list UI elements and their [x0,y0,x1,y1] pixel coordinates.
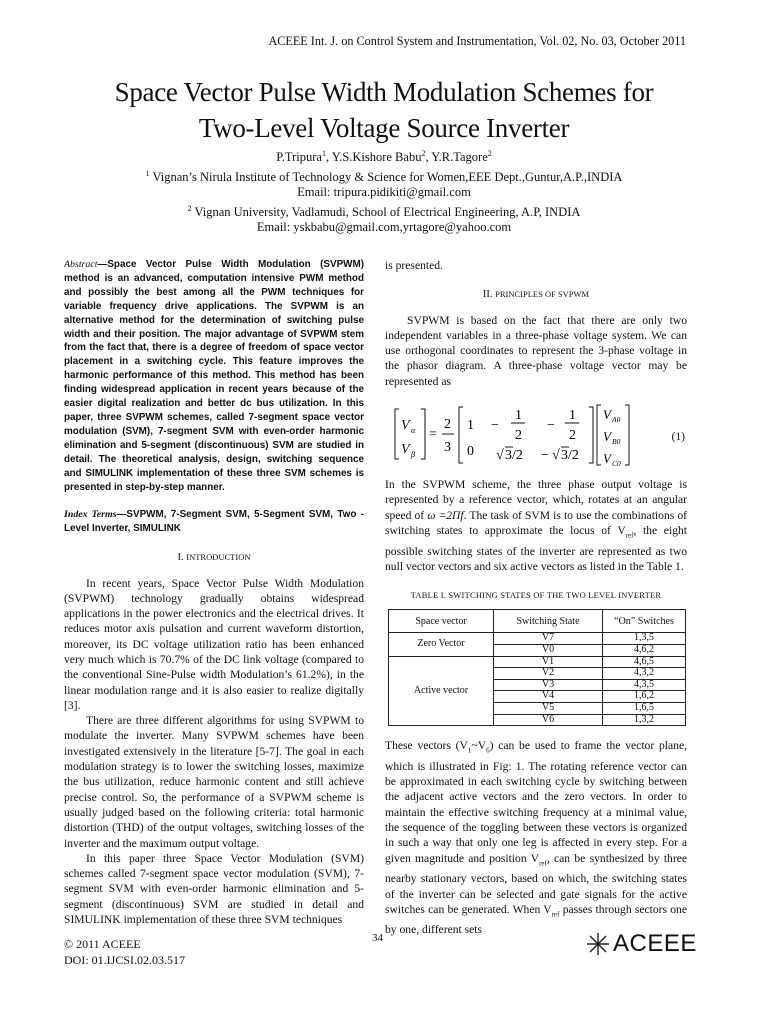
svg-text:V: V [401,442,410,458]
author-2-sup: 2 [421,149,426,158]
table-cell: 4,6,2 [603,645,686,657]
table-cell: 4,3,2 [603,668,686,680]
affiliation-1 [0,166,768,186]
title-line-1: Space Vector Pulse Width Modulation Schemes for [114,77,654,107]
section-2-paragraph-2 [385,477,687,574]
left-column [64,258,364,927]
author-3-sup: 2 [487,149,492,158]
svg-text:A0: A0 [612,415,621,425]
section-1-title: INTRODUCTION [186,552,251,563]
abstract [64,258,364,494]
p3-part-a: These vectors (V [385,739,468,753]
email-1: Email: tripura.pidikiti@gmail.com [297,185,471,200]
equation-1-formula [391,401,661,469]
table-cell: V7 [494,633,603,645]
table-cell: V2 [494,668,603,680]
table-cell: 1,6,2 [603,691,686,703]
table-header-row [389,610,686,633]
author-3: , Y.R.Tagore [425,150,488,165]
table-cell: 1,3,2 [603,714,686,726]
intro-paragraph-3: In this paper three Space Vector Modulation (SVM) schemes called 7-segment space vector modulation (SVM), 7-segment SVM with even-order harmonic elimination and 5-segment (discontinuous) SVM are studied in detail and SIMULINK implementation of these three SVM techniques [64,851,364,927]
section-2-number: II. [482,289,496,301]
table-header-cell: Switching State [494,610,603,633]
svg-text:1: 1 [467,418,474,434]
abstract-text: —Space Vector Pulse Width Modulation (SVPWM) method is an advanced, computation intensive PWM method and possibly the best among all the PWM techniques for variable frequency drive applications. The SVPWM is an alternative method for the determination of switching pulse width and their position. The major advantage of SVPWM stem from the fact that, there is a degree of freedom of space vector placement in a switching cycle. This feature improves the harmonic performance of this method. This method has been finding widespread application in recent years because of the easier digital realization and better dc bus utilization. In this paper, three SVPWM schemes, called 7-segment space vector modulation (SVM), 7-segment SVM with even-order harmonic elimination and 5-segment (discontinuous) SVM are studied in detail. The theoretical analysis, design, switching sequence and SIMULINK implementation of these three SVM schemes is presented in step-by-step manner. [64,259,364,493]
table-cell: 4,6,5 [603,656,686,668]
p3-part-c: ) can be used to frame the vector plane, which is illustrated in Fig: 1. The rotating reference vector can be approximated in each switching cycle by switching between the adjacent active vectors and the zero vectors. In order to maintain the effective switching frequency at a minimal value, the sequence of the toggling between these vectors is organized in such a way that only one leg is affected in every step. For a given magnitude and position V [385,739,687,865]
affiliation-2 [0,201,768,221]
section-1-number: I. [177,552,187,564]
svg-text:3/2: 3/2 [561,448,579,464]
footer-doi: DOI: 01.IJCSI.02.03.517 [64,953,186,967]
author-block [0,146,768,236]
footer-copyright: © 2011 ACEEE [64,937,141,951]
author-1-sup: 1 [321,149,326,158]
index-terms [64,508,364,536]
section-2-title: PRINCIPLES OF SVPWM [495,289,590,300]
title-line-2: Two-Level Voltage Source Inverter [198,113,570,143]
svg-text:V: V [603,429,611,445]
affiliation-2-sup: 2 [187,203,192,213]
abstract-lead: Abstract [64,259,98,270]
svg-text:1: 1 [569,408,576,424]
page-number: 34 [372,932,383,944]
table-cell: V0 [494,645,603,657]
table-cell: 1,3,5 [603,633,686,645]
intro-paragraph-2: There are three different algorithms for using SVPWM to modulate the inverter. Many SVPWM schemes have been investigated extensively in the literature [5-7]. The goal in each modulation strategy is to lower the switching losses, maximize the bus utilization, reduce harmonic content and still achieve precise control. So, the performance of a SVPWM scheme is usually judged based on the following criteria: total harmonic distortion (THD) of the output voltages, switching losses of the inverter and the maximum output voltage. [64,714,364,850]
logo-text: ACEEE [613,930,697,957]
footer [64,936,185,968]
index-terms-lead: Index Terms [64,509,117,521]
svg-text:2: 2 [515,428,522,444]
journal-header: ACEEE Int. J. on Control System and Instrumentation, Vol. 02, No. 03, October 2011 [268,34,686,48]
table-cell: 4,3,5 [603,679,686,691]
svg-text:β: β [411,450,415,460]
section-2-paragraph-3 [385,738,687,938]
table-1-caption: TABLE I. SWITCHING STATES OF THE TWO LEVEL INVERTER [410,590,662,601]
section-1-heading [64,550,364,565]
svg-text:=: = [429,427,437,443]
svg-text:−: − [547,418,555,434]
table-cell: V6 [494,714,603,726]
section-2-paragraph-1: SVPWM is based on the fact that there are only two independent variables in a three-phase voltage system. We can use orthogonal coordinates to represent the 3-phase voltage in the phasor diagram. A three-phase voltage vector may be represented as [385,313,687,388]
star-burst-icon [585,931,611,957]
table-header-cell: “On” Switches [603,610,686,633]
email-2: Email: yskbabu@gmail.com,yrtagore@yahoo.com [256,220,512,235]
table-cell: V5 [494,703,603,715]
svg-text:2: 2 [444,417,451,433]
equation-1-number: (1) [671,430,685,444]
svg-text:0: 0 [467,444,474,460]
aceee-logo [585,930,697,958]
svg-text:B0: B0 [612,437,621,447]
omega-expression: ω =2Πf [427,508,464,522]
table-header-cell: Space vector [389,610,494,633]
vref-subscript: ref [625,531,634,540]
table-cell: V1 [494,656,603,668]
section-2-paragraph-2-a: In the SVPWM scheme, the three phase output voltage is represented by a reference vector, which, rotates at an angular speed of [385,478,687,522]
svg-text:√: √ [552,448,560,464]
svg-text:3/2: 3/2 [505,448,523,464]
svg-text:−: − [491,418,499,434]
equation-1 [385,401,687,469]
svg-text:3: 3 [444,440,451,456]
affiliation-1-text: Vignan’s Nirula Institute of Technology & Science for Women,EEE Dept.,Guntur,A.P.,INDIA [149,169,623,184]
svg-text:2: 2 [569,428,576,444]
active-vector-label: Active vector [389,656,494,726]
p3-part-e: passes through sectors one by one, different sets [385,902,687,937]
affiliation-2-text: Vignan University, Vadlamudi, School of Electrical Engineering, A.P, INDIA [191,204,581,219]
right-column [385,258,687,938]
section-2-heading [385,287,687,302]
svg-text:C0: C0 [612,459,621,469]
switching-states-table [388,609,686,726]
svg-text:V: V [603,407,611,423]
intro-paragraph-1: In recent years, Space Vector Pulse Width Modulation (SVPWM) technology gradually obtains widespread applications in the power electronics and the electrical drives. It reduces motor axis pulsation and current waveform distortion, moreover, its DC voltage utilization ratio has been enhanced very much which is 70.7% of the DC link voltage (compared to the conventional Sine-Pulse width Modulation’s 61.2%), in the linear modulation range and it is also easier to realize digitally [3]. [64,576,364,712]
section-2-paragraph-2-b: . The task of SVM is to use the combinations of switching states to approximate the locus of V [385,508,687,537]
section-2-paragraph-2-c: , the eight possible switching states of the inverter are represented as two null vector vectors and six active vectors as listed in the Table 1. [385,523,687,573]
affiliation-1-sup: 1 [145,168,150,178]
table-row [389,633,686,645]
author-2: , Y.S.Kishore Babu [325,150,422,165]
p3-part-d: , can be synthesized by three nearby stationary vectors, based on which, the switching states of the inverter can be selected and gate signals for the active switches can be generated. When V [385,851,687,916]
svg-text:α: α [411,426,416,436]
svg-text:√: √ [496,448,504,464]
svg-text:V: V [401,418,410,434]
svg-text:V: V [603,451,611,467]
table-cell: 1,6,5 [603,703,686,715]
paper-title [0,74,768,146]
svg-text:−: − [541,448,549,464]
table-cell: V4 [494,691,603,703]
table-cell: V3 [494,679,603,691]
p3-part-b: ~V [471,739,487,753]
svg-text:1: 1 [515,408,522,424]
author-names [0,146,768,166]
p3-sub-2: 6 [486,746,490,755]
p3-sub-1: 1 [467,746,472,755]
p3-sub-4: ref [551,910,560,919]
table-row [389,656,686,668]
p3-sub-3: ref [539,858,547,867]
index-terms-text: —SVPWM, 7-Segment SVM, 5-Segment SVM, Two -Level Inverter, SIMULINK [64,509,364,535]
zero-vector-label: Zero Vector [389,633,494,656]
continuation-text: is presented. [385,259,443,272]
author-1: P.Tripura [276,150,322,165]
